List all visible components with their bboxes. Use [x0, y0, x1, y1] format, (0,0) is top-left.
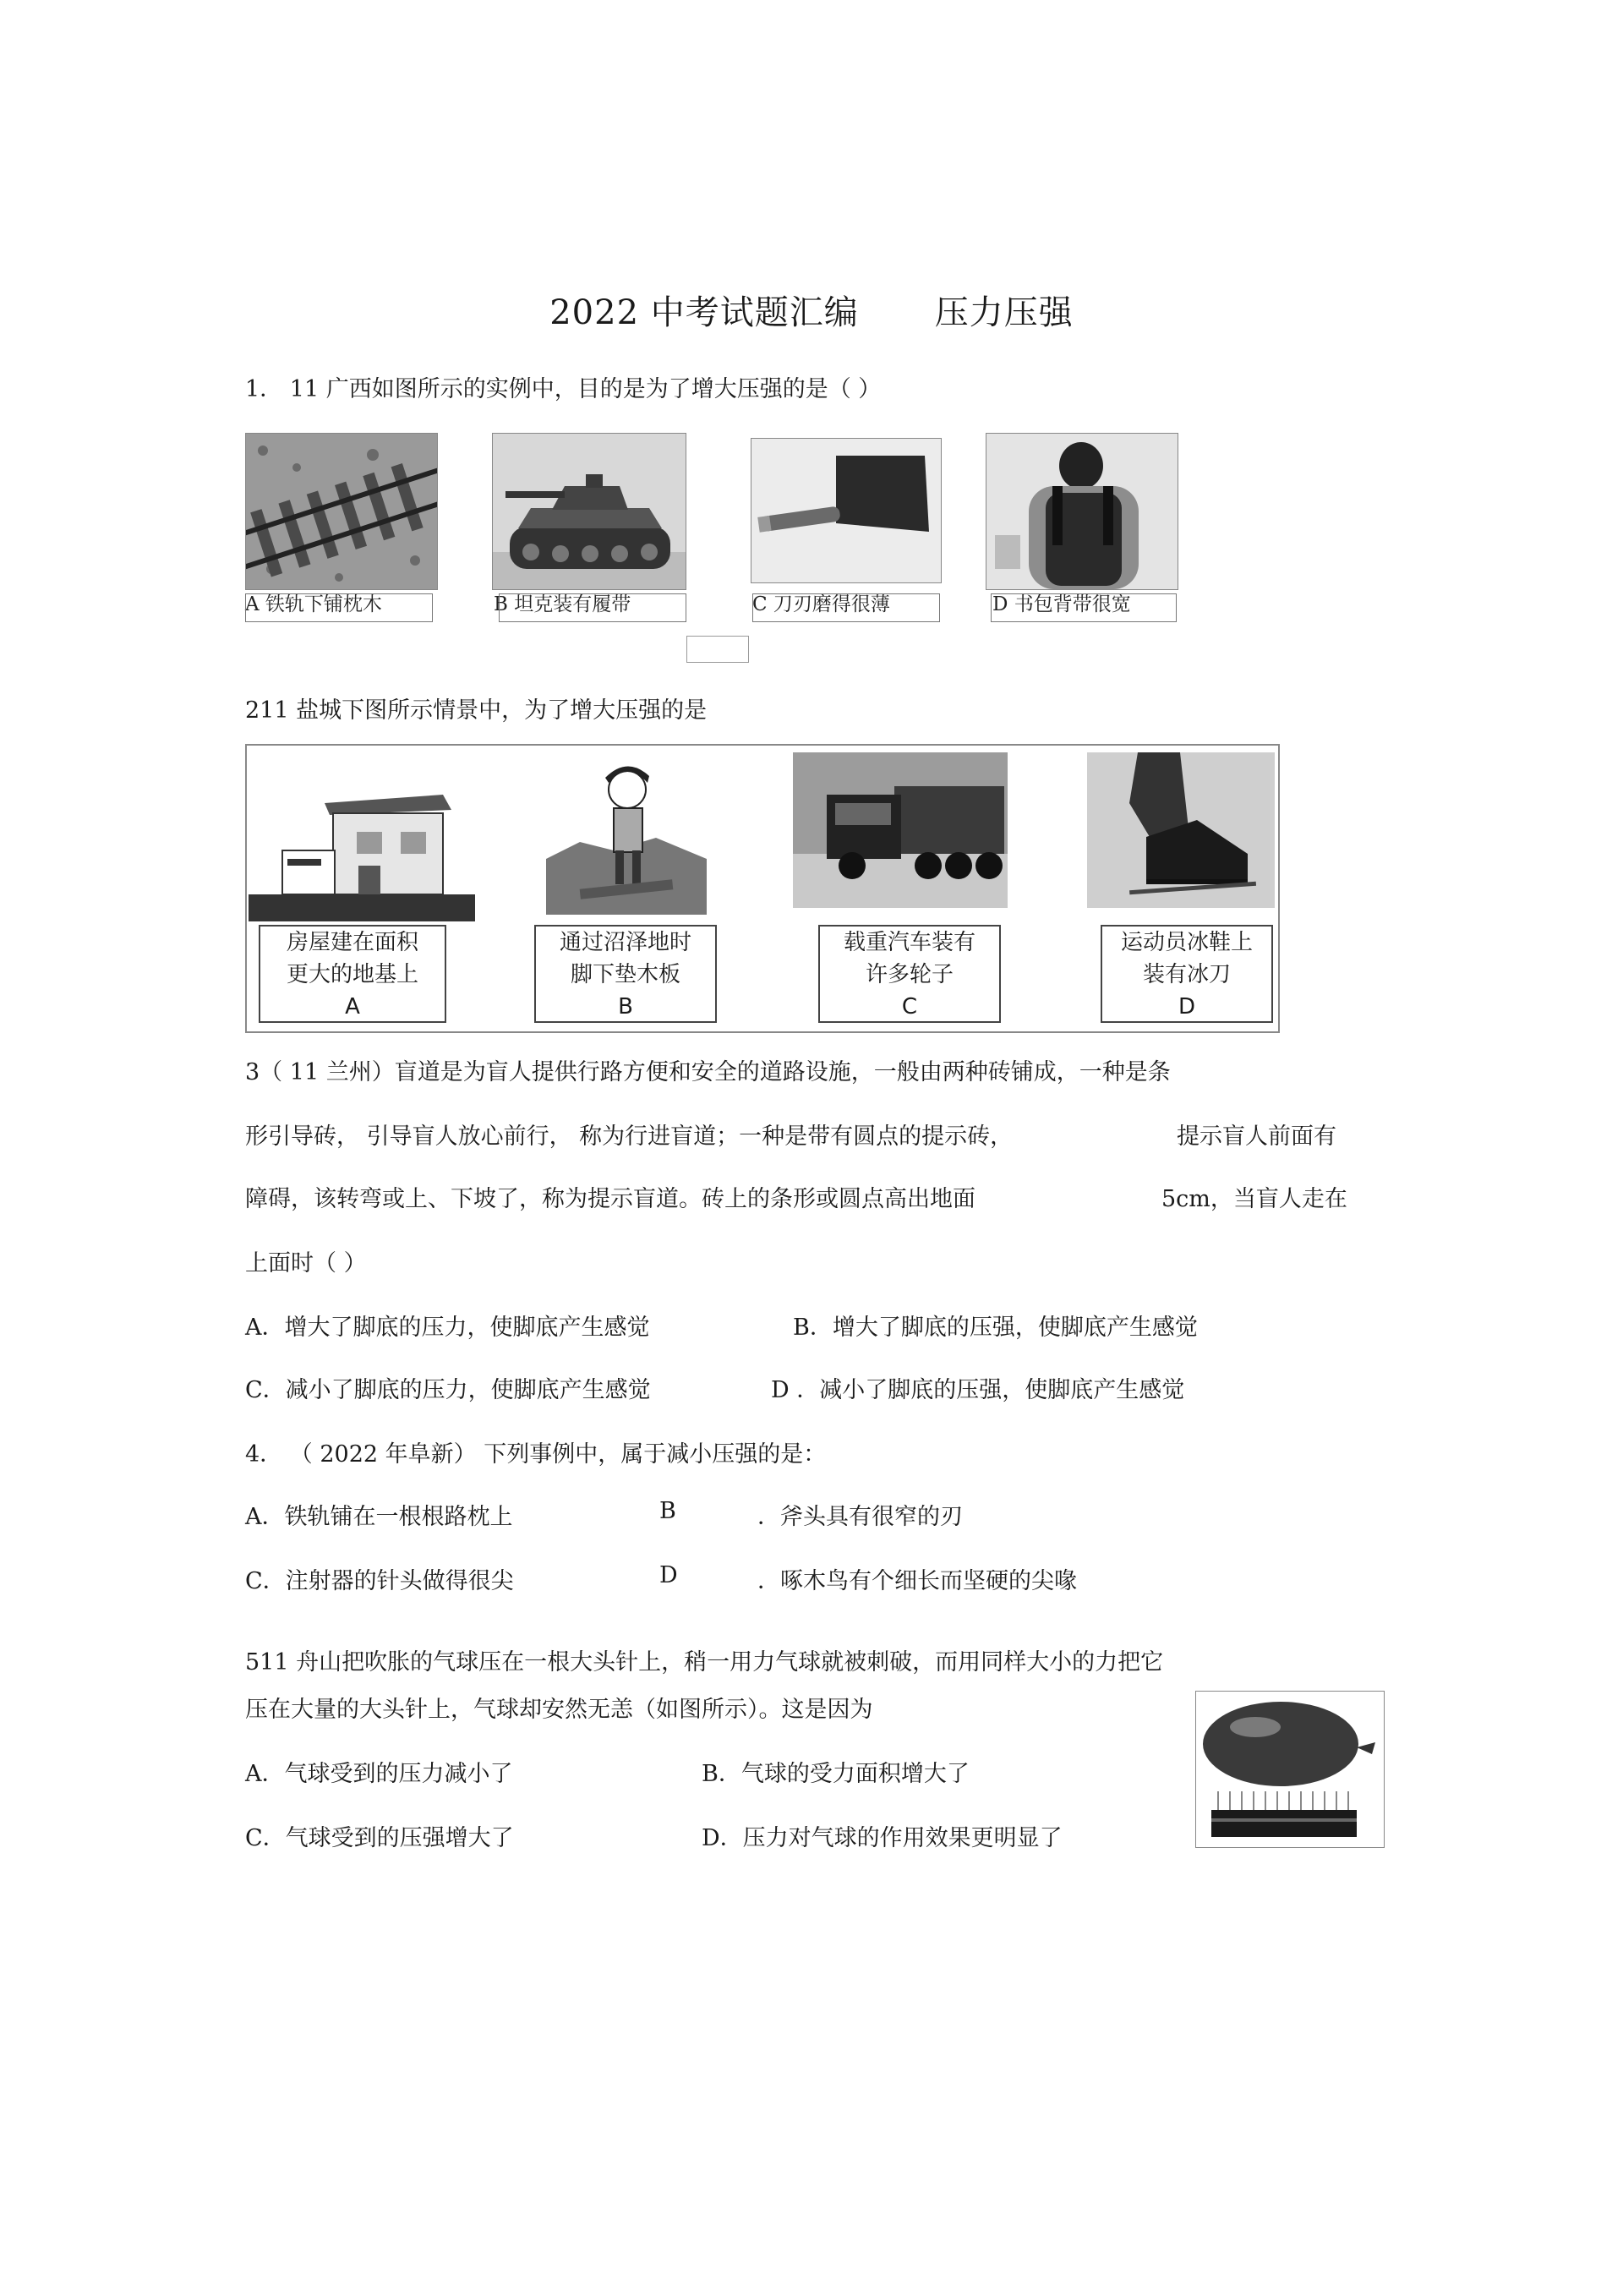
q4-option-b-letter: B — [659, 1498, 676, 1524]
q3-line3a: 障碍，该转弯或上、下坡了，称为提示盲道。砖上的条形或圆点高出地面 — [245, 1186, 975, 1212]
q3-line4: 上面时（ ） — [245, 1250, 367, 1276]
truck-photo — [793, 752, 1008, 908]
railway-photo — [245, 433, 438, 590]
q2-option-a-line2: 更大的地基上 — [286, 962, 418, 987]
q3-option-a: A．增大了脚底的压力，使脚底产生感觉 — [245, 1315, 650, 1341]
q5-option-d: D．压力对气球的作用效果更明显了 — [702, 1825, 1063, 1851]
q2-option-b-line1: 通过沼泽地时 — [559, 930, 691, 955]
q2-option-a-label — [259, 925, 446, 1023]
house-drawing — [249, 761, 475, 921]
q1-option-d-label: D 书包背带很宽 — [992, 593, 1131, 615]
q5-option-c: C．气球受到的压强增大了 — [245, 1825, 514, 1851]
q1-option-c-box — [752, 593, 940, 622]
knife-photo — [751, 438, 942, 583]
q2-option-d-label — [1101, 925, 1273, 1023]
q2-option-d-line2: 装有冰刀 — [1142, 962, 1231, 987]
q2-stem: 211 盐城下图所示情景中，为了增大压强的是 — [245, 697, 708, 724]
q2-option-c-line1: 载重汽车装有 — [843, 930, 975, 955]
q4-option-d-text: ．啄木鸟有个细长而坚硬的尖喙 — [757, 1568, 1077, 1594]
q3-line2a: 形引导砖， 引导盲人放心前行， 称为行进盲道；一种是带有圆点的提示砖， — [245, 1123, 1014, 1150]
backpack-photo — [986, 433, 1178, 590]
tank-photo — [492, 433, 686, 590]
q5-option-a: A．气球受到的压力减小了 — [245, 1761, 513, 1787]
title-part1: 2022 中考试题汇编 — [549, 293, 859, 332]
q2-option-b-label — [534, 925, 717, 1023]
q1-option-d-box — [991, 593, 1177, 622]
q2-option-b-letter: B — [618, 994, 633, 1020]
q2-option-c-letter: C — [901, 994, 918, 1020]
page-title — [0, 286, 1623, 334]
q2-option-a-letter: A — [345, 994, 360, 1020]
q5-line2: 压在大量的大头针上，气球却安然无恙（如图所示）。这是因为 — [245, 1697, 873, 1723]
title-part2: 压力压强 — [934, 293, 1074, 332]
q3-line1: 3（ 11 兰州）盲道是为盲人提供行路方便和安全的道路设施，一般由两种砖铺成，一种是条 — [245, 1059, 1171, 1085]
empty-box — [686, 636, 749, 663]
q4-option-d-letter: D — [659, 1562, 678, 1588]
q1-stem: 1． 11 广西如图所示的实例中，目的是为了增大压强的是（ ） — [245, 376, 882, 402]
girl-drawing — [546, 757, 707, 915]
q5-option-b: B．气球的受力面积增大了 — [702, 1761, 970, 1787]
q3-line2b: 提示盲人前面有 — [1177, 1123, 1336, 1150]
q2-option-c-line2: 许多轮子 — [865, 962, 954, 987]
q2-option-c-label — [818, 925, 1001, 1023]
q2-option-d-letter: D — [1178, 994, 1196, 1020]
balloon-on-pins-photo — [1195, 1691, 1385, 1848]
q1-option-c-label: C 刀刃磨得很薄 — [752, 593, 890, 615]
q2-option-b-line2: 脚下垫木板 — [570, 962, 680, 987]
q1-option-a-box — [245, 593, 433, 622]
q4-option-b-text: ．斧头具有很窄的刃 — [757, 1504, 963, 1530]
q4-option-c: C．注射器的针头做得很尖 — [245, 1568, 514, 1594]
q3-option-c: C．减小了脚底的压力，使脚底产生感觉 — [245, 1377, 651, 1403]
q1-option-a-label: A 铁轨下铺枕木 — [245, 593, 382, 615]
q5-line1: 511 舟山把吹胀的气球压在一根大头针上，稍一用力气球就被刺破，而用同样大小的力把它 — [245, 1649, 1164, 1676]
q3-line3b: 5cm，当盲人走在 — [1161, 1186, 1347, 1212]
q4-stem: 4． （ 2022 年阜新） 下列事例中，属于减小压强的是： — [245, 1441, 827, 1468]
q1-option-b-label: B 坦克装有履带 — [494, 593, 631, 615]
skate-photo — [1087, 752, 1275, 908]
q3-option-b: B．增大了脚底的压强，使脚底产生感觉 — [793, 1315, 1198, 1341]
q1-option-b-box — [499, 593, 686, 622]
q2-option-d-line1: 运动员冰鞋上 — [1120, 930, 1253, 955]
q2-option-a-line1: 房屋建在面积 — [286, 930, 418, 955]
q3-option-d: D ．减小了脚底的压强，使脚底产生感觉 — [771, 1377, 1185, 1403]
q4-option-a: A．铁轨铺在一根根路枕上 — [245, 1504, 513, 1530]
